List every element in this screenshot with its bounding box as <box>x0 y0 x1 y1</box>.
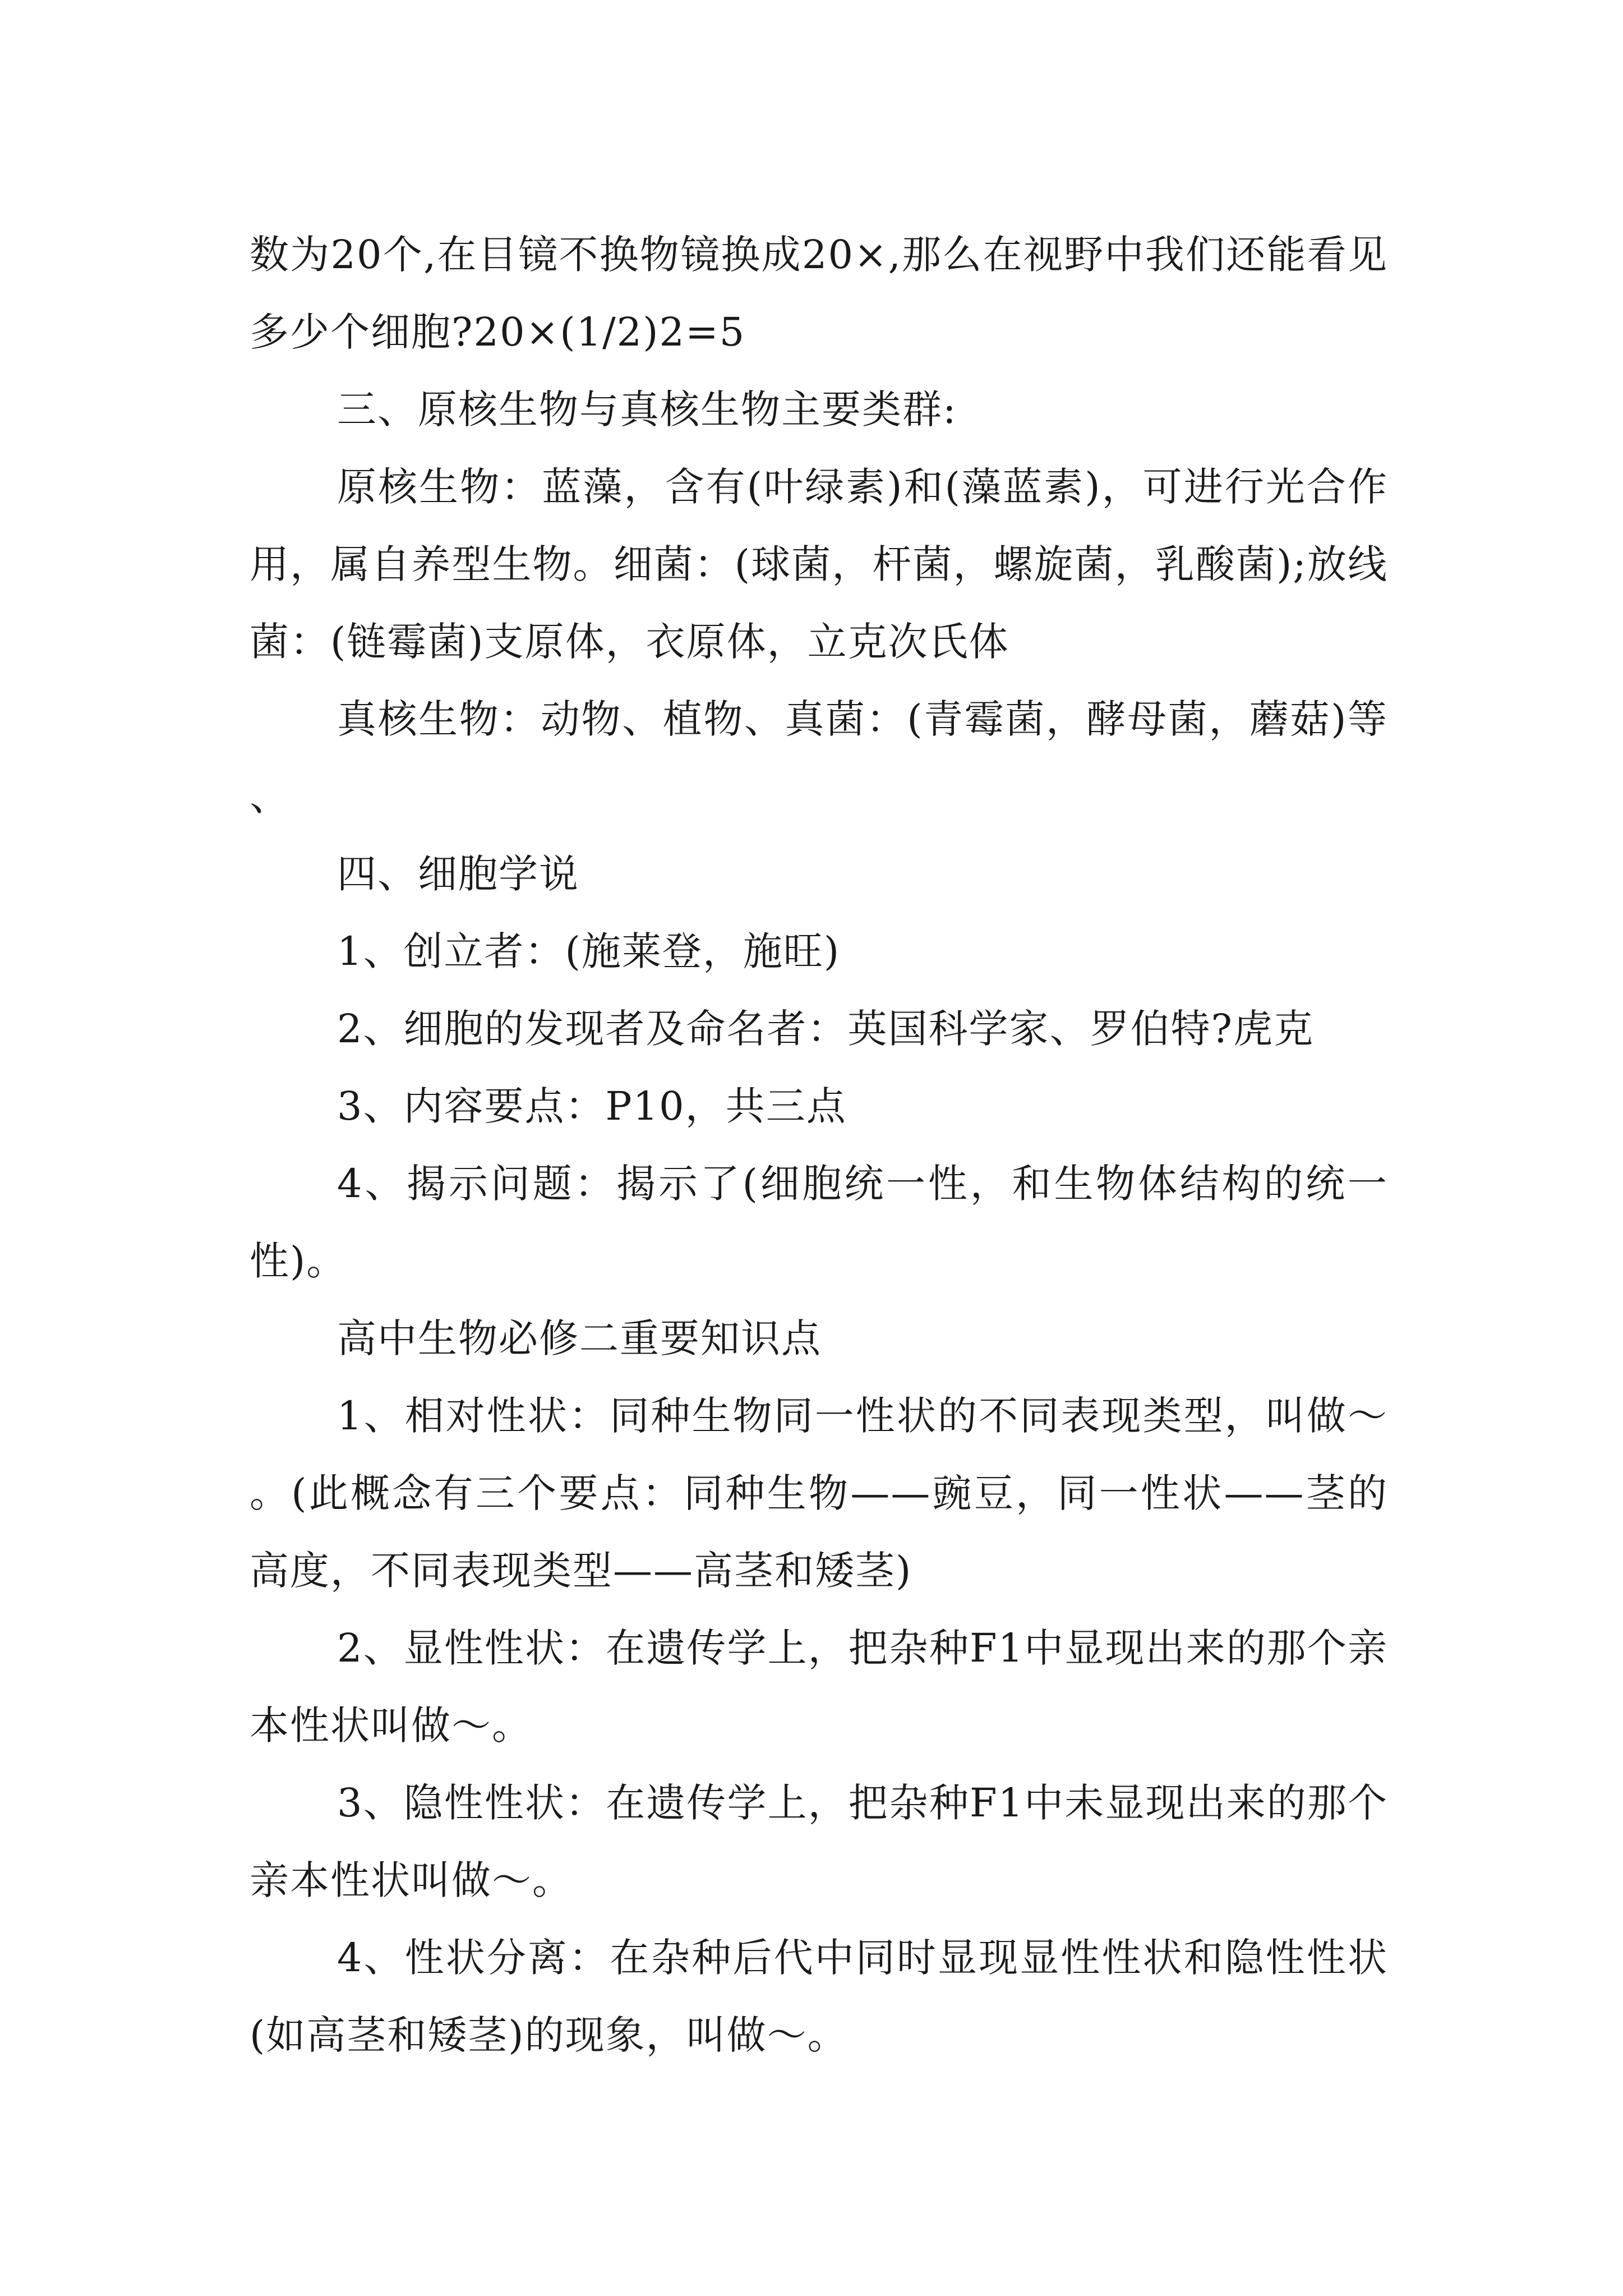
definition-recessive-trait: 3、隐性性状：在遗传学上，把杂种F1中未显现出来的那个亲本性状叫做～。 <box>250 1780 1388 1903</box>
paragraph-prokaryotes: 原核生物：蓝藻，含有(叶绿素)和(藻蓝素)，可进行光合作用，属自养型生物。细菌：(球菌，杆菌，螺旋菌，乳酸菌);放线菌：(链霉菌)支原体，衣原体，立克次氏体 <box>250 464 1388 665</box>
definition-relative-traits: 1、相对性状：同种生物同一性状的不同表现类型，叫做～。(此概念有三个要点：同种生物——豌豆，同一性状——茎的高度，不同表现类型——高茎和矮茎) <box>250 1393 1388 1594</box>
definition-trait-segregation: 4、性状分离：在杂种后代中同时显现显性性状和隐性性状(如高茎和矮茎)的现象，叫做～。 <box>250 1935 1388 2058</box>
section-title-biology-2: 高中生物必修二重要知识点 <box>337 1315 822 1361</box>
heading-prokaryote-eukaryote: 三、原核生物与真核生物主要类群: <box>337 386 957 432</box>
list-item-founders: 1、创立者：(施莱登，施旺) <box>337 928 841 974</box>
paragraph-eukaryotes: 真核生物：动物、植物、真菌：(青霉菌，酵母菌，蘑菇)等、 <box>250 696 1388 820</box>
document-body <box>250 216 1388 2074</box>
heading-cell-theory: 四、细胞学说 <box>337 851 579 897</box>
list-item-significance: 4、揭示问题：揭示了(细胞统一性，和生物体结构的统一性)。 <box>250 1161 1388 1284</box>
definition-dominant-trait: 2、显性性状：在遗传学上，把杂种F1中显现出来的那个亲本性状叫做～。 <box>250 1625 1388 1749</box>
list-item-key-points: 3、内容要点：P10，共三点 <box>337 1083 847 1129</box>
paragraph-continuation: 数为20个,在目镜不换物镜换成20×,那么在视野中我们还能看见多少个细胞?20×(1/2)2=5 <box>250 232 1388 355</box>
list-item-discoverer: 2、细胞的发现者及命名者：英国科学家、罗伯特?虎克 <box>337 1006 1315 1052</box>
